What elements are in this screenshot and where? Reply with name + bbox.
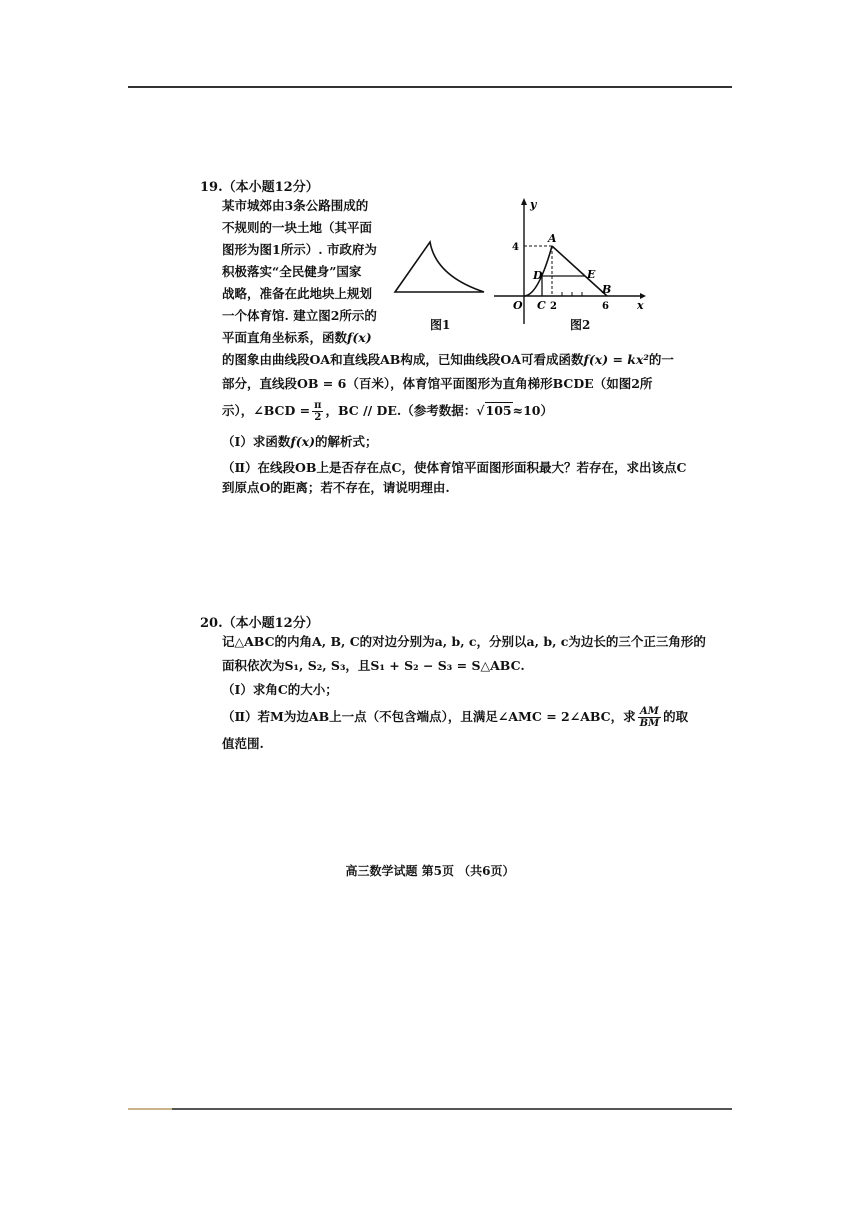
q19-part-1-fx: f(x)	[290, 434, 316, 449]
q19-intro-line-4: 积极落实“全民健身”国家	[222, 264, 362, 279]
y-axis-arrow	[521, 198, 527, 205]
q20-heading: 20.（本小题12分）	[200, 616, 319, 631]
label-tick-4: 4	[512, 242, 519, 253]
q20-part-2	[222, 706, 688, 729]
page-footer: 高三数学试题 第5页 （共6页）	[345, 864, 515, 878]
q19-line-8	[222, 350, 674, 370]
footer-rule	[128, 1108, 732, 1110]
fraction-numerator: AM	[638, 706, 662, 718]
label-point-d: D	[533, 269, 543, 282]
q19-line-10-c: ≈10）	[512, 403, 553, 418]
label-origin: O	[513, 299, 523, 312]
figure-2-label: 图2	[570, 318, 591, 332]
q19-intro-line-2: 不规则的一块土地（其平面	[222, 220, 373, 235]
q19-heading: 19.（本小题12分）	[200, 180, 319, 195]
q19-fx: f(x)	[347, 330, 372, 345]
q20-line-1: 记△ABC的内角A, B, C的对边分别为a, b, c，分别以a, b, c为边长的三个正三角形的	[222, 634, 706, 649]
q19-intro-line-6: 一个体育馆. 建立图2所示的	[222, 308, 377, 323]
q19-angle-fraction	[312, 400, 323, 423]
q19-line-10: 示），∠BCD = $\frac{\pi}{2}$ ，BC // DE.（参考数据：√105≈10）	[222, 400, 553, 423]
q19-part-1-b: 的解析式；	[315, 434, 378, 449]
label-point-a: A	[548, 232, 557, 245]
label-y: y	[530, 198, 537, 211]
q19-line-10-a: 示），∠BCD =	[222, 403, 311, 418]
q19-intro-line-7-text: 平面直角坐标系，函数	[222, 330, 348, 345]
label-x: x	[637, 299, 644, 312]
footer-rule-accent	[128, 1108, 172, 1110]
figure-1-label: 图1	[430, 318, 451, 332]
figure-2	[494, 196, 646, 326]
q20-part-2-b: 的取	[663, 709, 689, 724]
q20-part-2-line-2: 值范围.	[222, 736, 264, 751]
q19-intro-line-3: 图形为图1所示）. 市政府为	[222, 242, 377, 257]
label-point-b: B	[602, 283, 612, 296]
header-rule	[128, 86, 732, 88]
q20-part-1: （Ⅰ）求角C的大小；	[222, 682, 338, 697]
q19-intro-line-1: 某市城郊由3条公路围成的	[222, 198, 369, 213]
line-ab	[552, 246, 607, 296]
label-tick-6: 6	[602, 301, 609, 312]
q19-sqrt-value: 105	[485, 403, 512, 418]
q19-line-9: 部分，直线段OB = 6（百米），体育馆平面图形为直角梯形BCDE（如图2所	[222, 376, 653, 391]
q20-line-2: 面积依次为S₁, S₂, S₃，且S₁ + S₂ − S₃ = S△ABC.	[222, 658, 525, 673]
q19-line-10-b: ，BC // DE.（参考数据：	[325, 403, 477, 418]
q19-fx-formula: f(x) = kx²	[583, 352, 649, 367]
q20-ratio-fraction	[638, 706, 662, 729]
q19-intro-line-7	[222, 328, 372, 348]
label-point-c: C	[537, 299, 546, 312]
q19-part-1	[222, 432, 378, 452]
q19-part-2-line-2: 到原点O的距离；若不存在，请说明理由.	[222, 480, 450, 495]
label-point-e: E	[587, 268, 596, 281]
label-tick-2: 2	[550, 301, 557, 312]
figure-1	[392, 236, 492, 300]
q19-intro-line-5: 战略，准备在此地块上规划	[222, 286, 373, 301]
fraction-denominator: BM	[639, 718, 660, 729]
q19-line-8-text: 的图象由曲线段OA和直线段AB构成，已知曲线段OA可看成函数	[222, 352, 584, 367]
figure-1-region	[395, 242, 484, 292]
fraction-denominator: 2	[314, 412, 322, 423]
q19-line-8-end: 的一	[648, 352, 674, 367]
q20-part-2-a: （Ⅱ）若M为边AB上一点（不包含端点），且满足∠AMC = 2∠ABC，求	[222, 709, 636, 724]
q19-part-1-a: （Ⅰ）求函数	[222, 434, 291, 449]
q19-part-2-line-1: （Ⅱ）在线段OB上是否存在点C，使体育馆平面图形面积最大？若存在，求出该点C	[222, 460, 687, 475]
fraction-numerator: π	[314, 400, 322, 411]
